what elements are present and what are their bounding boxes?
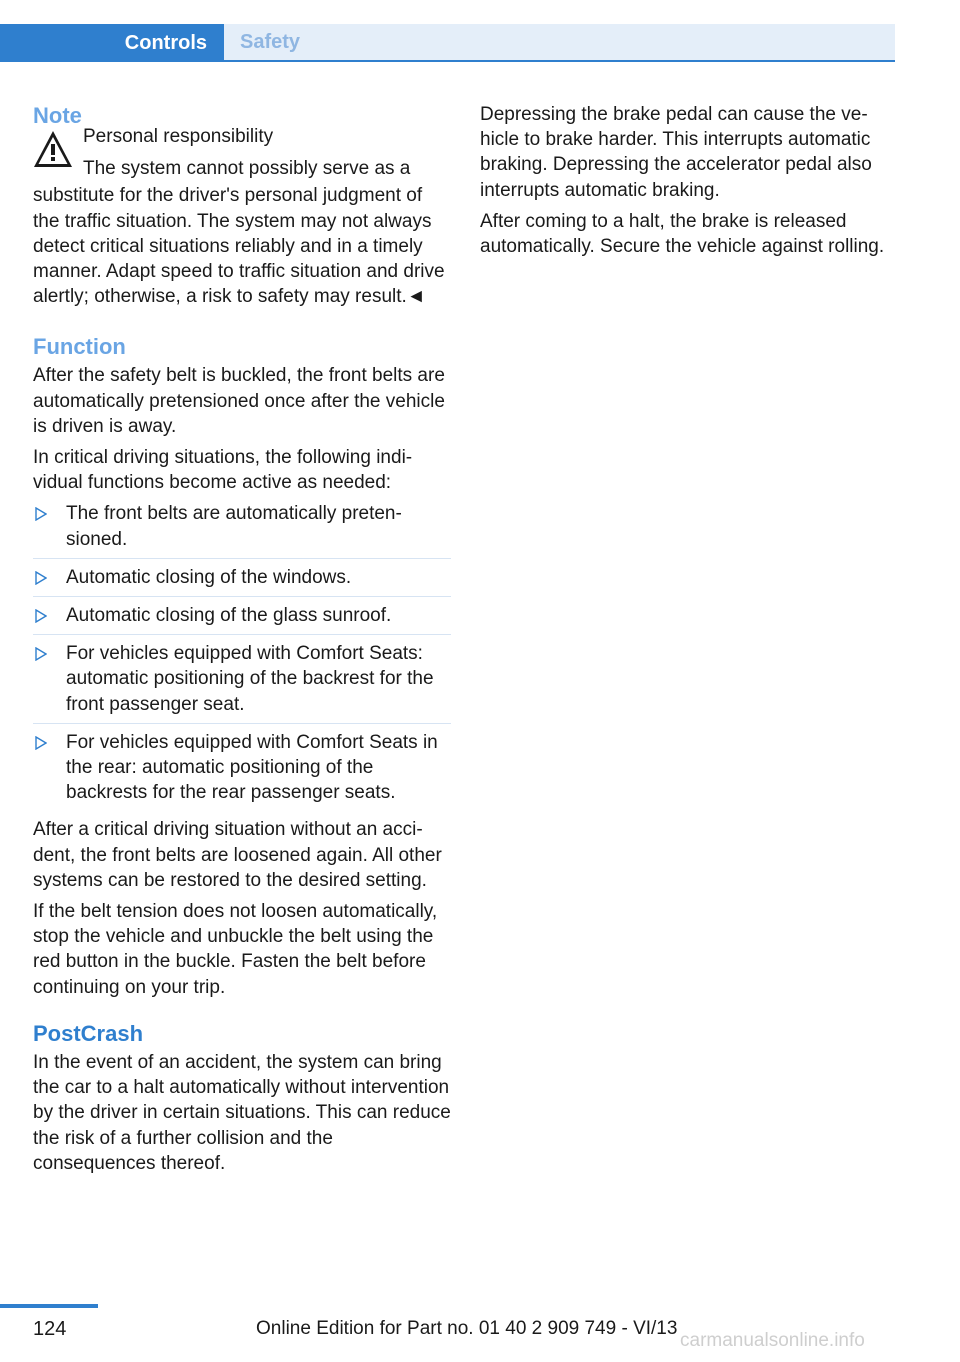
right-column <box>480 102 898 265</box>
warning-triangle-icon <box>33 130 73 168</box>
header-rule <box>224 60 895 62</box>
triangle-bullet-icon <box>35 609 47 623</box>
list-item <box>33 565 451 597</box>
watermark: carmanualsonline.info <box>680 1330 865 1351</box>
note-label: Note <box>33 103 82 128</box>
function-bullet-list <box>33 501 451 811</box>
postcrash-paragraph: In the event of an accident, the system can bring the car to a halt automatically without intervention by the driver in certain situations. This can reduce the risk of a further collision and the consequences thereof. <box>33 1051 451 1174</box>
postcrash-heading: PostCrash <box>33 1020 144 1046</box>
triangle-bullet-icon <box>35 647 47 661</box>
bullet-text: Automatic closing of the glass sunroof. <box>66 605 392 627</box>
note-body: substitute for the driver's personal judgment of the traffic situation. The system may not always detect critical situations reliably and in a timely manner. Adapt speed to traffic situation and drive alertly; otherwise, a risk to safety may result.◄ <box>33 185 445 308</box>
right-paragraph-1: Depressing the brake pedal can cause the vehicle to brake harder. This interrupts automatic braking. Depressing the accelerator pedal also interrupts automatic braking. <box>480 104 872 201</box>
note-line1: The system cannot possibly serve as a <box>83 158 411 180</box>
function-paragraph-4: If the belt tension does not loosen automatically, stop the vehicle and unbuckle the belt using the red button in the buckle. Fasten the belt before continuing on your trip. <box>33 901 438 998</box>
bullet-text: The front belts are automatically pretensioned. <box>66 503 402 550</box>
footer-accent-bar <box>0 1304 98 1308</box>
list-item <box>33 730 451 812</box>
header-bar <box>0 0 960 62</box>
left-column <box>33 102 451 1182</box>
page-number: 124 <box>33 1318 67 1340</box>
function-heading: Function <box>33 334 126 360</box>
triangle-bullet-icon <box>35 507 47 521</box>
function-paragraph-2: In critical driving situations, the following individual functions become active as needed: <box>33 447 413 494</box>
triangle-bullet-icon <box>35 736 47 750</box>
bullet-text: For vehicles equipped with Comfort Seats: automatic positioning of the backrest for the front passenger seat. <box>66 643 434 715</box>
note-title-block <box>83 124 410 181</box>
note-title: Personal responsibility <box>83 126 274 147</box>
tab-safety[interactable]: Safety <box>224 24 895 60</box>
edition-text: Online Edition for Part no. 01 40 2 909 749 - VI/13 <box>256 1318 678 1339</box>
function-paragraph-1: After the safety belt is buckled, the front belts are automatically pretensioned once after the vehicle is driven is away. <box>33 365 445 437</box>
list-item <box>33 501 451 558</box>
list-item <box>33 603 451 635</box>
bullet-text: Automatic closing of the windows. <box>66 566 352 588</box>
right-paragraph-2: After coming to a halt, the brake is released automatically. Secure the vehicle against rolling. <box>480 210 885 258</box>
note-box <box>33 124 451 181</box>
triangle-bullet-icon <box>35 571 47 585</box>
list-item <box>33 641 451 724</box>
bullet-text: For vehicles equipped with Comfort Seats in the rear: automatic positioning of the backrests for the rear passenger seats. <box>66 731 438 804</box>
tab-controls[interactable]: Controls <box>0 24 224 62</box>
function-paragraph-3: After a critical driving situation without an accident, the front belts are loosened again. All other systems can be restored to the desired setting. <box>33 819 442 891</box>
